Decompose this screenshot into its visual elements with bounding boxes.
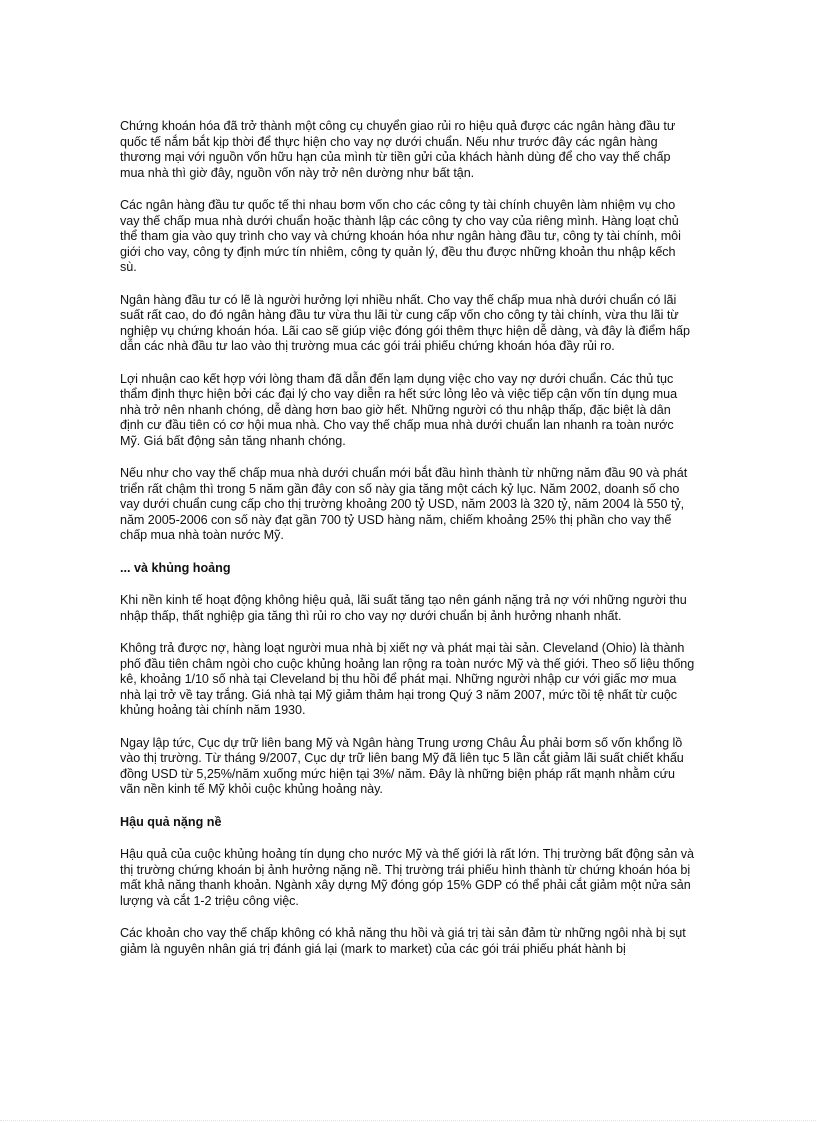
paragraph-central-banks: Ngay lập tức, Cục dự trữ liên bang Mỹ và Ngân hàng Trung ương Châu Âu phải bơm số vốn khổng lồ vào thị trường. Từ tháng 9/2007, Cục dự trữ liên bang Mỹ đã liên tục 5 lần cắt giảm lãi suất chiết khấu đồng USD từ 5,25%/năm xuống mức hiện tại 3%/ năm. Đây là những biện pháp rất mạnh nhằm cứu vãn nền kinh tế Mỹ khỏi cuộc khủng hoảng này. [120,735,684,796]
paragraph-mark-to-market: Các khoản cho vay thế chấp không có khả năng thu hồi và giá trị tài sản đảm từ những ngôi nhà bị sụt giảm là nguyên nhân giá trị đánh giá lại (mark to market) của các gói trái phiếu phát hành bị [120,926,686,956]
section-heading-consequences: Hậu quả nặng nề [120,814,222,829]
document-body [120,119,695,974]
paragraph-abuse: Lợi nhuận cao kết hợp với lòng tham đã dẫn đến lạm dụng việc cho vay nợ dưới chuẩn. Các thủ tục thẩm định thực hiện bởi các đại lý cho vay diễn ra hết sức lỏng lẻo và việc tiếp cận vốn tín dụng mua nhà trở nên nhanh chóng, dễ dàng hơn bao giờ hết. Những người có thu nhập thấp, đặc biệt là dân định cư đầu tiên có cơ hội mua nhà. Cho vay thế chấp mua nhà dưới chuẩn lan nhanh ra toàn nước Mỹ. Giá bất động sản tăng nhanh chóng. [120,371,678,448]
paragraph-beneficiaries: Ngân hàng đầu tư có lẽ là người hưởng lợi nhiều nhất. Cho vay thế chấp mua nhà dưới chuẩn có lãi suất rất cao, do đó ngân hàng đầu tư vừa thu lãi từ cung cấp vốn cho công ty tài chính, vừa thu lãi từ nghiệp vụ chứng khoán hóa. Lãi cao sẽ giúp việc đóng gói thêm thực hiện dễ dàng, và đây là điểm hấp dẫn các nhà đầu tư lao vào thị trường mua các gói trái phiếu chứng khoán hóa đầy rủi ro. [120,292,690,353]
paragraph-interest-rates: Khi nền kinh tế hoạt động không hiệu quả, lãi suất tăng tạo nên gánh nặng trả nợ với những người thu nhập thấp, thất nghiệp gia tăng thì rủi ro cho vay nợ dưới chuẩn bị ảnh hưởng nhanh nhất. [120,593,687,623]
paragraph-investment-banks: Các ngân hàng đầu tư quốc tế thi nhau bơm vốn cho các công ty tài chính chuyên làm nhiệm vụ cho vay thế chấp mua nhà dưới chuẩn hoặc thành lập các công ty cho vay của riêng mình. Hàng loạt chủ thể tham gia vào quy trình cho vay và chứng khoán hóa như ngân hàng đầu tư, công ty tài chính, môi giới cho vay, công ty định mức tín nhiêm, công ty quản lý, đều thu được những khoản thu nhập kếch sù. [120,198,681,274]
paragraph-growth-figures: Nếu như cho vay thế chấp mua nhà dưới chuẩn mới bắt đầu hình thành từ những năm đầu 90 và phát triển rất chậm thì trong 5 năm gần đây con số này gia tăng một cách kỷ lục. Năm 2002, doanh số cho vay dưới chuẩn cung cấp cho thị trường khoảng 200 tỷ USD, năm 2003 là 320 tỷ, năm 2004 là 550 tỷ, năm 2005-2006 con số này đạt gần 700 tỷ USD hàng năm, chiếm khoảng 25% thị phần cho vay thế chấp mua nhà toàn nước Mỹ. [120,466,688,542]
paragraph-consequences: Hậu quả của cuộc khủng hoảng tín dụng cho nước Mỹ và thế giới là rất lớn. Thị trường bất động sản và thị trường chứng khoán bị ảnh hưởng nặng nề. Thị trường trái phiếu hình thành từ chứng khoán hóa bị mất khả năng thanh khoản. Ngành xây dựng Mỹ đóng góp 15% GDP có thể phải cắt giảm một nửa sản lượng và cắt 1-2 triệu công việc. [120,847,694,908]
paragraph-securitization: Chứng khoán hóa đã trở thành một công cụ chuyển giao rủi ro hiệu quả được các ngân hàng đầu tư quốc tế nắm bắt kịp thời để thực hiện cho vay nợ dưới chuẩn. Nếu như trước đây các ngân hàng thương mại với nguồn vốn hữu hạn của mình từ tiền gửi của khách hành dùng để cho vay thế chấp mua nhà thì giờ đây, nguồn vốn này trở nên dường như bất tận. [120,119,676,180]
page-bottom-divider [0,1120,816,1121]
paragraph-foreclosures: Không trả được nợ, hàng loạt người mua nhà bị xiết nợ và phát mại tài sản. Cleveland (Ohio) là thành phố đầu tiên châm ngòi cho cuộc khủng hoảng lan rộng ra toàn nước Mỹ và thế giới. Theo số liệu thống kê, khoảng 1/10 số nhà tại Cleveland bị thu hồi để phát mại. Những người nhập cư với giấc mơ mua nhà lại trở về tay trắng. Giá nhà tại Mỹ giảm thảm hại trong Quý 3 năm 2007, mức tồi tệ nhất từ cuộc khủng hoảng tài chính năm 1930. [120,641,695,717]
section-heading-crisis: ... và khủng hoảng [120,560,231,575]
